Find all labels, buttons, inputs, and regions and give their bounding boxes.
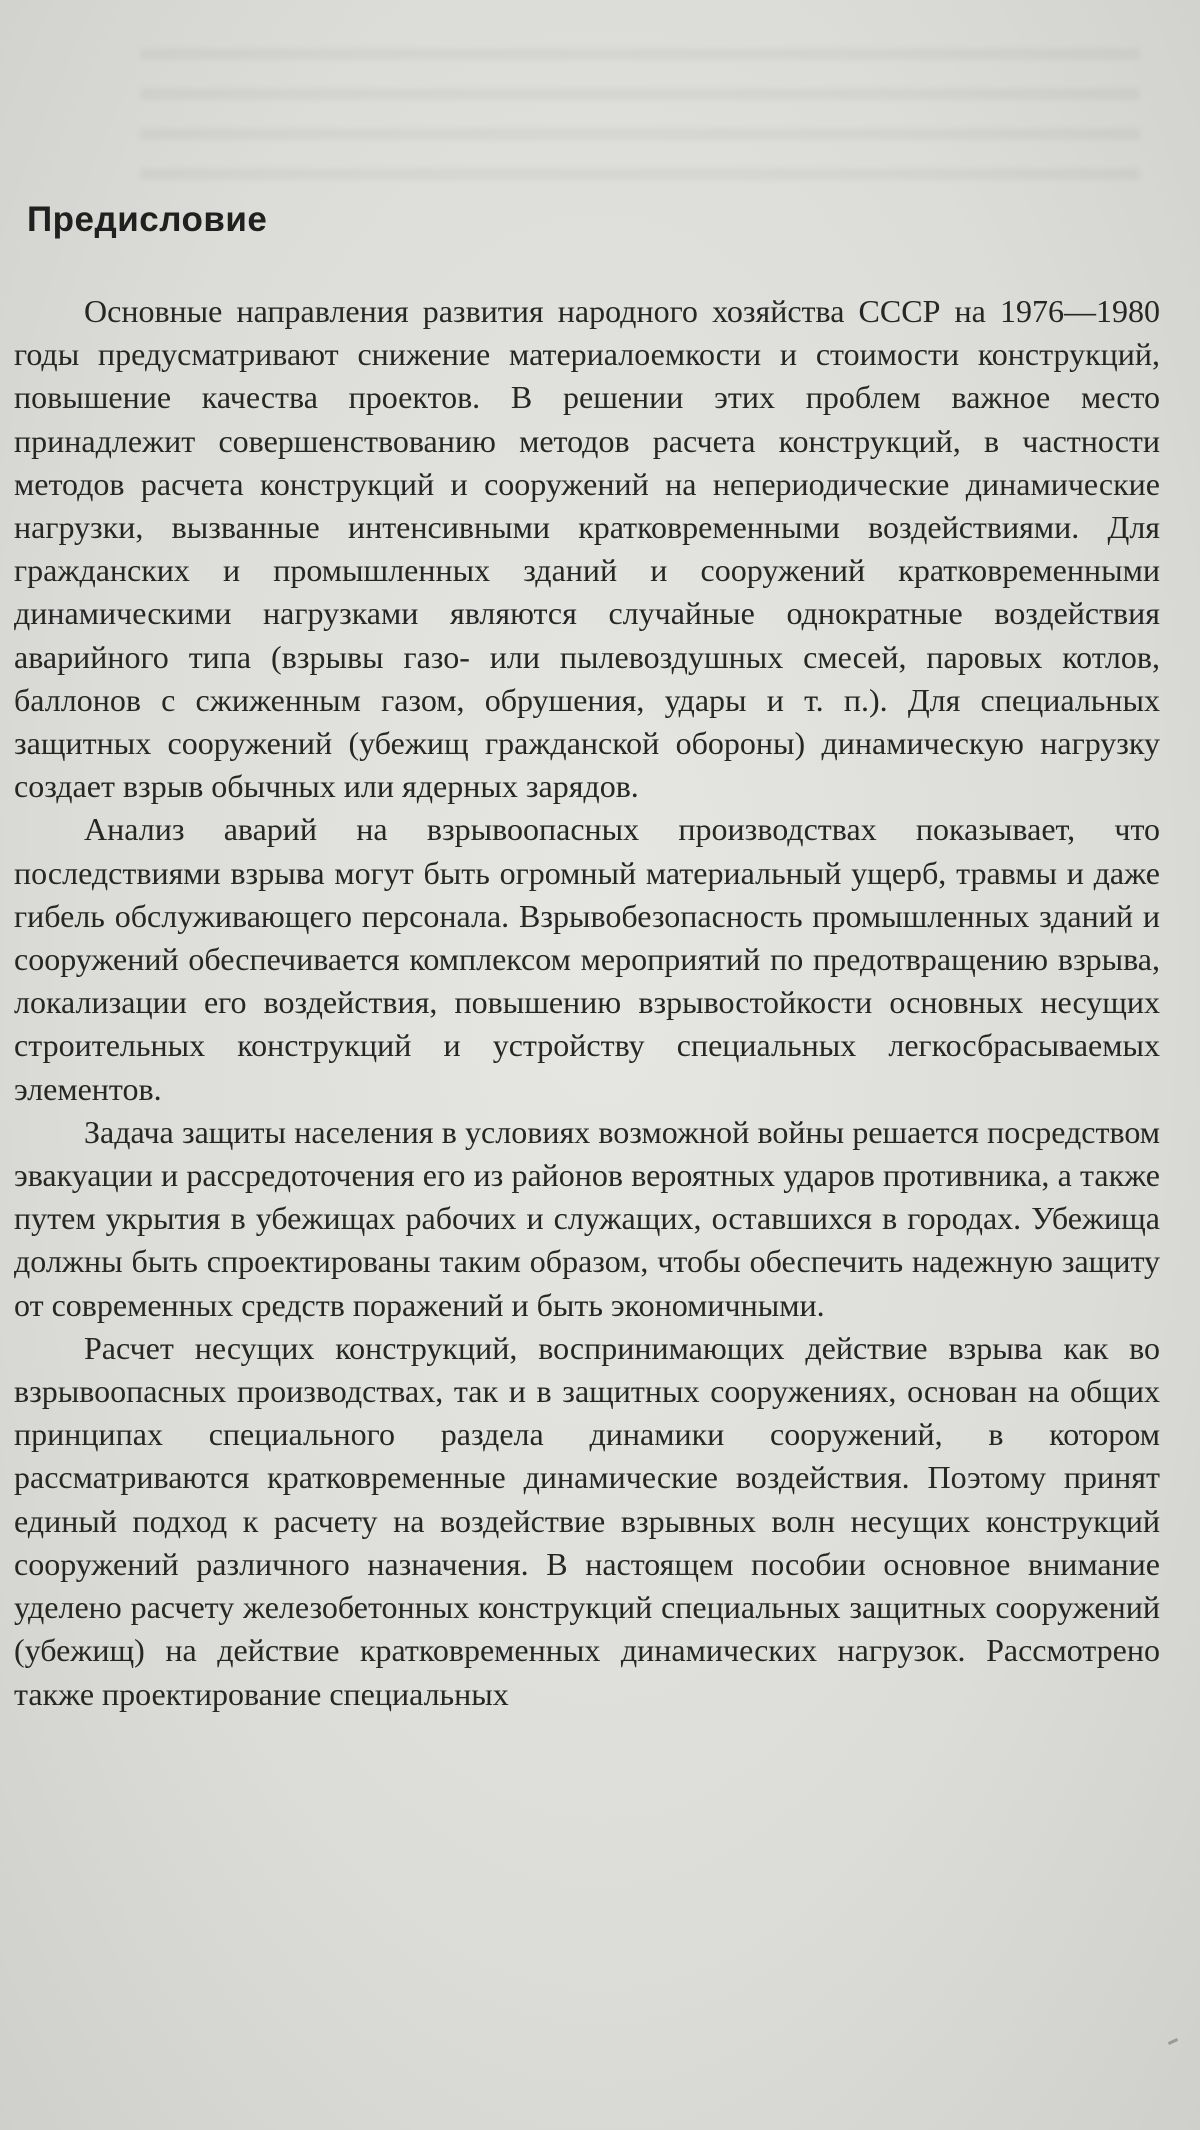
body-text (14, 290, 1160, 1716)
show-through-text (140, 20, 1140, 200)
page-heading: Предисловие (27, 200, 268, 239)
paragraph: Задача защиты населения в условиях возможной войны решается посредством эвакуации и рассредоточения его из районов вероятных ударов противника, а также путем укрытия в убежищах рабочих и служащих, оставшихся в городах. Убежища должны быть спроектированы таким образом, чтобы обеспечить надежную защиту от современных средств поражений и быть экономичными. (14, 1113, 1160, 1323)
scan-mark (1168, 2038, 1178, 2045)
paragraph: Основные направления развития народного хозяйства СССР на 1976—1980 годы предусматривают снижение материалоемкости и стоимости конструкций, повышение качества проектов. В решении этих проблем важное место принадлежит совершенствованию методов расчета конструкций, в частности методов расчета конструкций и сооружений на непериодические динамические нагрузки, вызванные интенсивными кратковременными воздействиями. Для гражданских и промышленных зданий и сооружений кратковременными динамическими нагрузками являются случайные однократные воздействия аварийного типа (взрывы газо- или пылевоздушных смесей, паровых котлов, баллонов с сжиженным газом, обрушения, удары и т. п.). Для специальных защитных сооружений (убежищ гражданской обороны) динамическую нагрузку создает взрыв обычных или ядерных зарядов. (14, 293, 1160, 805)
paragraph: Расчет несущих конструкций, воспринимающих действие взрыва как во взрывоопасных производствах, так и в защитных сооружениях, основан на общих принципах специального раздела динамики сооружений, в котором рассматриваются кратковременные динамические воздействия. Поэтому принят единый подход к расчету на воздействие взрывных волн несущих конструкций сооружений различного назначения. В настоящем пособии основное внимание уделено расчету железобетонных конструкций специальных защитных сооружений (убежищ) на действие кратковременных динамических нагрузок. Рассмотрено также проектирование специальных (14, 1329, 1160, 1712)
paragraph: Анализ аварий на взрывоопасных производствах показывает, что последствиями взрыва могут быть огромный материальный ущерб, травмы и даже гибель обслуживающего персонала. Взрывобезопасность промышленных зданий и сооружений обеспечивается комплексом мероприятий по предотвращению взрыва, локализации его воздействия, повышению взрывостойкости основных несущих строительных конструкций и устройству специальных легкосбрасываемых элементов. (14, 811, 1160, 1107)
